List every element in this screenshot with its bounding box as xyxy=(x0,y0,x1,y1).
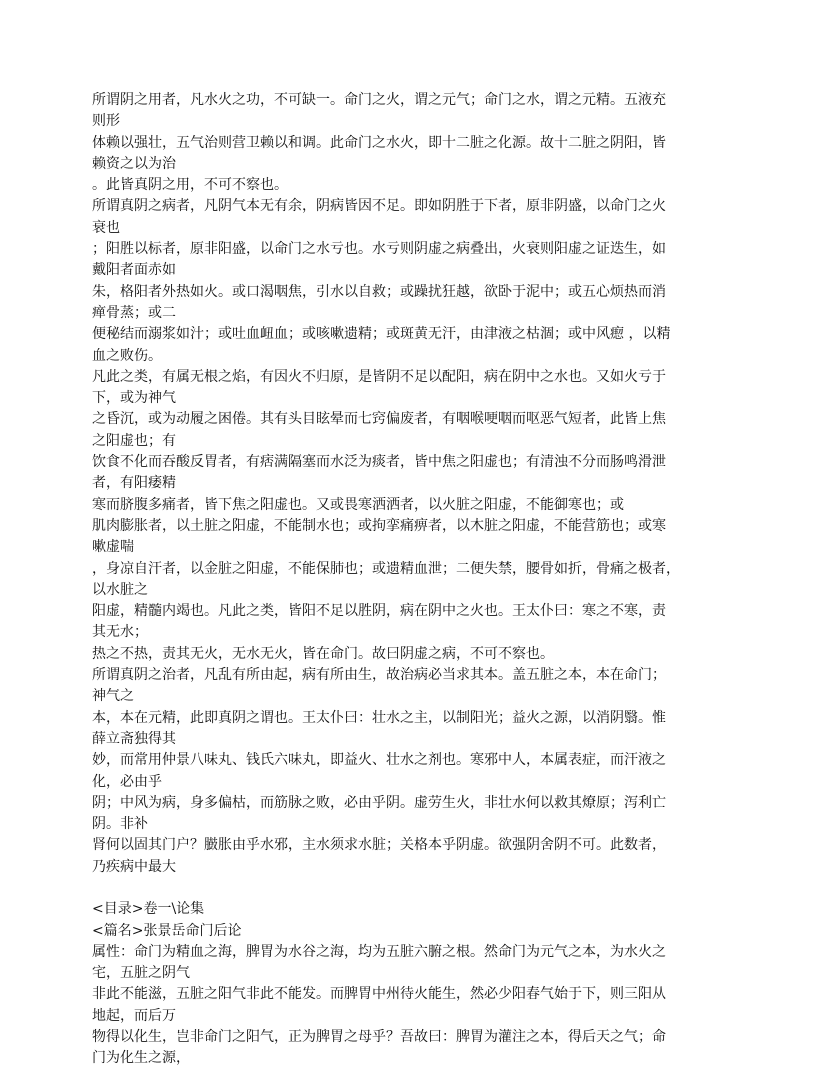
catalog-line: <目录>卷一\论集 xyxy=(92,901,205,918)
text-line: 血之败伤。 xyxy=(92,347,162,364)
text-line: 戴阳者面赤如 xyxy=(92,262,176,279)
text-line: 所谓真阴之病者，凡阴气本无有余，阴病皆因不足。即如阴胜于下者，原非阴盛，以命门之火 xyxy=(92,198,666,215)
text-line: 下，或为神气 xyxy=(92,390,176,407)
text-line: 所谓真阴之治者，凡乱有所由起，病有所由生，故治病必当求其本。盖五脏之本，本在命门； xyxy=(92,667,666,684)
text-line: 所谓阴之用者，凡水火之功，不可缺一。命门之火，谓之元气；命门之水，谓之元精。五液充 xyxy=(92,92,666,108)
section-text-line: 宅，五脏之阴气 xyxy=(92,965,190,982)
section-title-line: <篇名>张景岳命门后论 xyxy=(92,922,242,939)
section-text-line: 物得以化生，岂非命门之阳气，正为脾胃之母乎？吾故曰：脾胃为灌注之本，得后天之气；命 xyxy=(92,1029,666,1046)
text-line: 热之不热，责其无火，无水无火，皆在命门。故曰阴虚之病，不可不察也。 xyxy=(92,645,554,662)
text-line: 便秘结而溺浆如汁；或吐血衄血；或咳嗽遗精；或斑黄无汗，由津液之枯涸；或中风瘛 ，以精 xyxy=(92,326,671,343)
text-line: 肌肉膨胀者，以土脏之阳虚，不能制水也；或拘挛痛痹者，以木脏之阳虚，不能营筋也；或寒 xyxy=(92,517,666,534)
text-line: 饮食不化而吞酸反胃者，有痞满隔塞而水泛为痰者，皆中焦之阳虚也；有清浊不分而肠鸣滑泄 xyxy=(92,454,666,471)
document-page xyxy=(92,90,724,1070)
main-text xyxy=(92,90,724,878)
section-text-line: 属性：命门为精血之海，脾胃为水谷之海，均为五脏六腑之根。然命门为元气之本，为水火之 xyxy=(92,943,666,960)
text-line: 本，本在元精，此即真阴之谓也。王太仆曰：壮水之主，以制阳光；益火之源，以消阴翳。惟 xyxy=(92,709,666,726)
text-line: ；阳胜以标者，原非阳盛，以命门之水亏也。水亏则阴虚之病叠出，火衰则阳虚之证迭生，如 xyxy=(92,241,666,258)
section-text-line: 非此不能滋，五脏之阳气非此不能发。而脾胃中州待火能生，然必少阳春气始于下，则三阳从 xyxy=(92,986,666,1003)
section-text-line: 地起，而后万 xyxy=(92,1007,176,1024)
text-line: 体赖以强壮，五气治则营卫赖以和调。此命门之水火，即十二脏之化源。故十二脏之阴阳，皆 xyxy=(92,134,666,151)
text-line: 以水脏之 xyxy=(92,581,148,598)
text-line: 妙，而常用仲景八味丸、钱氏六味丸，即益火、壮水之剂也。寒邪中人，本属表症，而汗液之 xyxy=(92,752,666,769)
text-line: 阴。非补 xyxy=(92,816,148,833)
text-line: 之阳虚也；有 xyxy=(92,432,176,449)
text-line: 赖资之以为治 xyxy=(92,155,176,172)
section-text-line: 门为化生之源， xyxy=(92,1050,190,1067)
text-line: 肾何以固其门户？臌胀由乎水邪，主水须求水脏；关格本乎阴虚。欲强阴舍阴不可。此数者， xyxy=(92,837,666,854)
text-line: 化，必由乎 xyxy=(92,773,162,790)
text-line: 阴；中风为病，身多偏枯，而筋脉之败，必由乎阴。虚劳生火，非壮水何以救其燎原；泻利亡 xyxy=(92,794,666,811)
text-line: 者，有阳痿精 xyxy=(92,475,176,492)
text-line: 神气之 xyxy=(92,688,134,705)
section-block xyxy=(92,899,724,1069)
text-line: 寒而脐腹多痛者，皆下焦之阳虚也。又或畏寒洒洒者，以火脏之阳虚，不能御寒也；或 xyxy=(92,496,624,513)
text-line: 则形 xyxy=(92,113,120,130)
text-line: 乃疾病中最大 xyxy=(92,858,176,875)
text-line: 衰也 xyxy=(92,219,120,236)
text-line: 嗽虚喘 xyxy=(92,539,134,556)
paragraph-gap xyxy=(92,878,724,899)
text-line: 凡此之类，有属无根之焰，有因火不归原，是皆阴不足以配阳，病在阴中之水也。又如火亏于 xyxy=(92,368,666,385)
text-line: 阳虚，精髓内竭也。凡此之类，皆阳不足以胜阴，病在阴中之火也。王太仆曰：寒之不寒，责 xyxy=(92,603,666,620)
text-line: 其无水； xyxy=(92,624,148,641)
text-line: 朱，格阳者外热如火。或口渴咽焦，引水以自救；或躁扰狂越，欲卧于泥中；或五心烦热而消 xyxy=(92,283,666,300)
text-line: 之昏沉，或为动履之困倦。其有头目眩晕而七窍偏废者，有咽喉哽咽而呕恶气短者，此皆上焦 xyxy=(92,411,666,428)
text-line: 瘅骨蒸；或二 xyxy=(92,304,176,321)
text-line: 薛立斋独得其 xyxy=(92,730,176,747)
text-line: 。此皆真阴之用，不可不察也。 xyxy=(92,177,288,194)
text-line: ，身凉自汗者，以金脏之阳虚，不能保肺也；或遗精血泄；二便失禁，腰骨如折，骨痛之极者， xyxy=(92,560,680,577)
